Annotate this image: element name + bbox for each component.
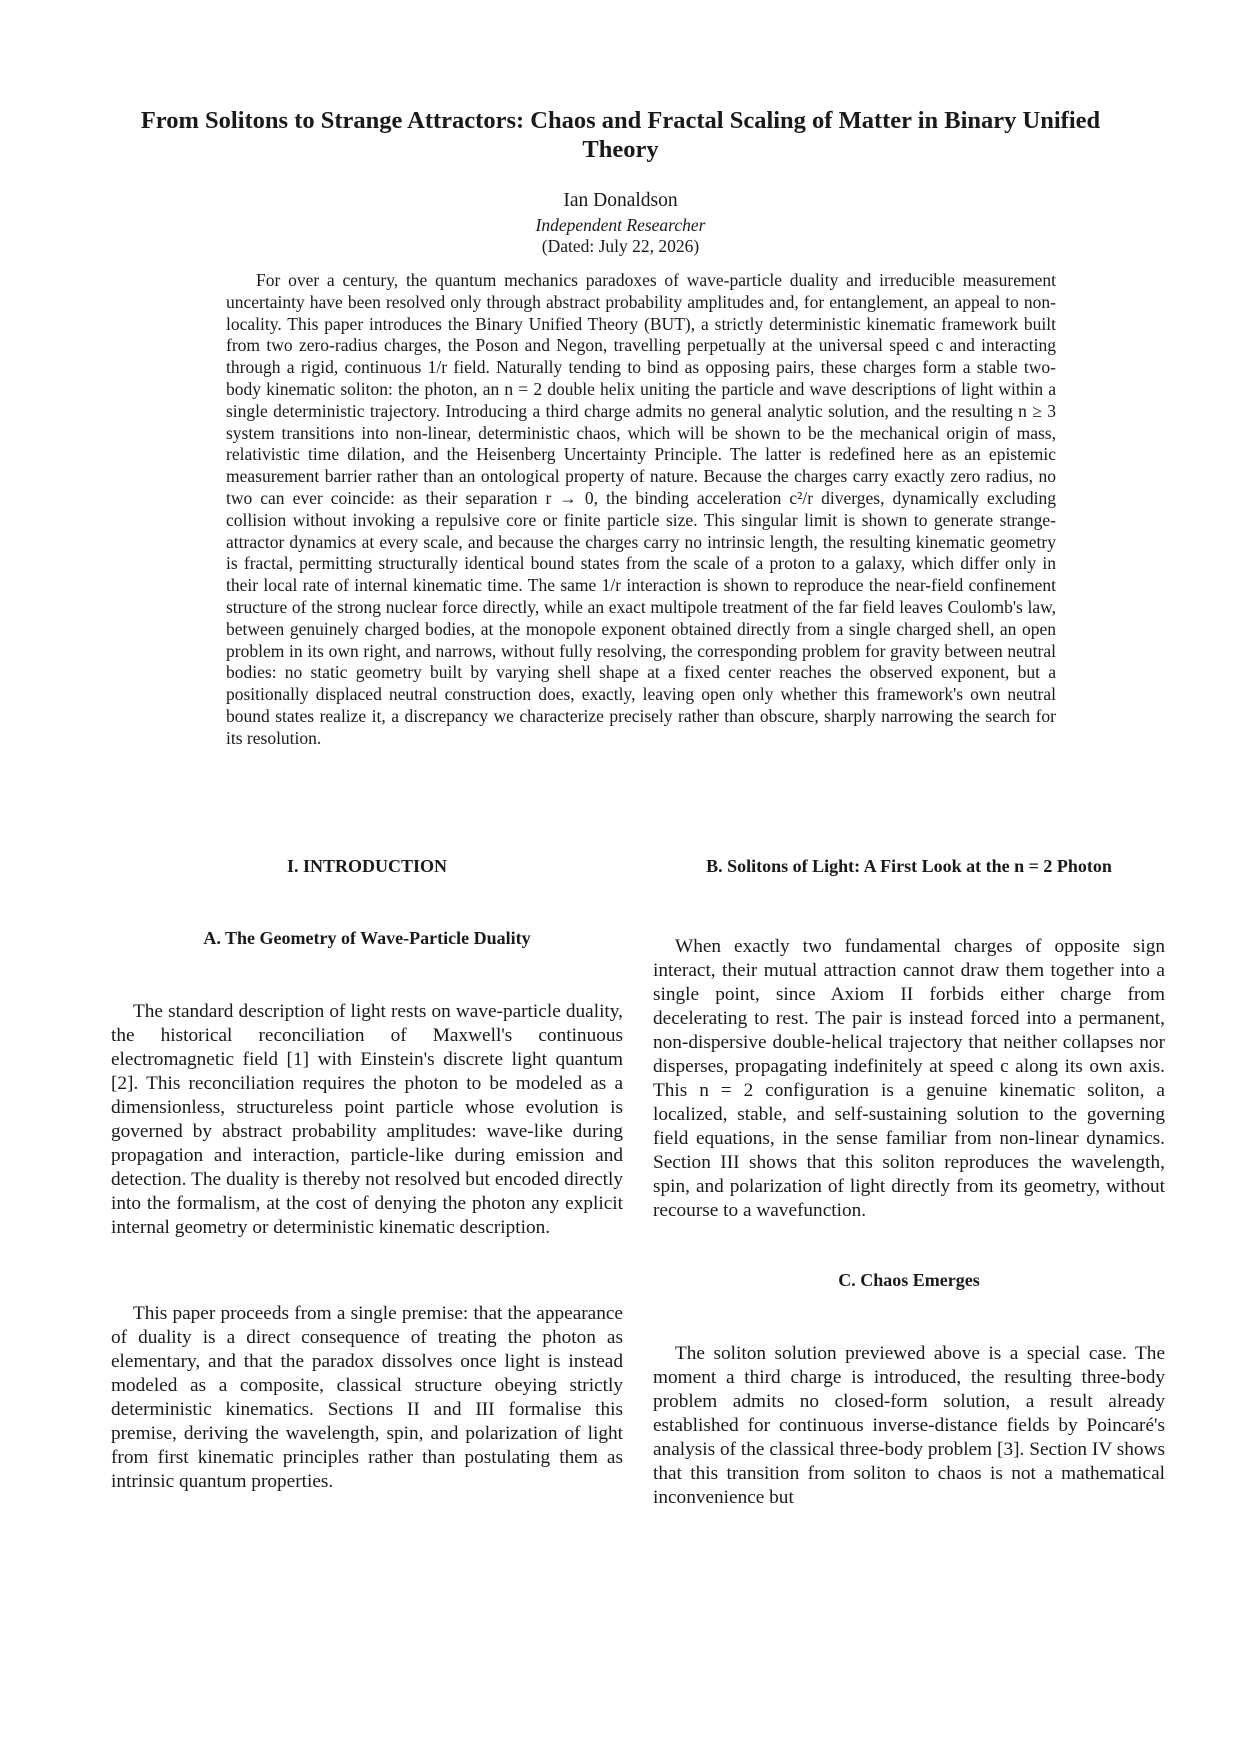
section-heading-introduction: I. INTRODUCTION: [286, 856, 448, 876]
paragraph-a-1: The standard description of light rests on wave-particle duality, the historical reconciliation of Maxwell's continuous electromagnetic field [1] with Einstein's discrete light quantum [2]. This reconciliation requires the photon to be modeled as a dimensionless, structureless point particle whose evolution is governed by abstract probability amplitudes: wave-like during propagation and interaction, particle-like during emission and detection. The duality is thereby not resolved but encoded directly into the formalism, at the cost of denying the photon any explicit internal geometry or deterministic kinematic description.: [111, 1001, 623, 1238]
author-name: Ian Donaldson: [563, 190, 678, 211]
subsection-heading-a: A. The Geometry of Wave-Particle Duality: [203, 928, 531, 948]
author-affiliation: Independent Researcher: [535, 215, 706, 235]
paragraph-b-1: When exactly two fundamental charges of opposite sign interact, their mutual attraction cannot draw them together into a single point, since Axiom II forbids either charge from decelerating to rest. The pair is instead forced into a permanent, non-dispersive double-helical trajectory that neither collapses nor disperses, propagating indefinitely at speed c along its own axis. This n = 2 configuration is a genuine kinematic soliton, a localized, stable, and self-sustaining solution to the governing field equations, in the sense familiar from non-linear dynamics. Section III shows that this soliton reproduces the wavelength, spin, and polarization of light directly from its geometry, without recourse to a wavefunction.: [653, 936, 1165, 1221]
paper-title: From Solitons to Strange Attractors: Chaos and Fractal Scaling of Matter in Binary Unified Theory: [140, 107, 1101, 163]
subsection-heading-c: C. Chaos Emerges: [838, 1270, 980, 1290]
paragraph-a-2: This paper proceeds from a single premise: that the appearance of duality is a direct consequence of treating the photon as elementary, and that the paradox dissolves once light is instead modeled as a composite, classical structure obeying strictly deterministic kinematics. Sections II and III formalise this premise, deriving the wavelength, spin, and polarization of light from first kinematic principles rather than postulating them as intrinsic quantum properties.: [111, 1303, 623, 1492]
abstract: For over a century, the quantum mechanics paradoxes of wave-particle duality and irreducible measurement uncertainty have been resolved only through abstract probability amplitudes and, for entanglement, an appeal to non-locality. This paper introduces the Binary Unified Theory (BUT), a strictly deterministic kinematic framework built from two zero-radius charges, the Poson and Negon, travelling perpetually at the universal speed c and interacting through a rigid, continuous 1/r field. Naturally tending to bind as opposing pairs, these charges form a stable two-body kinematic soliton: the photon, an n = 2 double helix uniting the particle and wave descriptions of light within a single deterministic trajectory. Introducing a third charge admits no general analytic solution, and the resulting n ≥ 3 system transitions into non-linear, deterministic chaos, which will be shown to be the mechanical origin of mass, relativistic time dilation, and the Heisenberg Uncertainty Principle. The latter is redefined here as an epistemic measurement barrier rather than an ontological property of nature. Because the charges carry exactly zero radius, no two can ever coincide: as their separation r → 0, the binding acceleration c²/r diverges, dynamically excluding collision without invoking a repulsive core or finite particle size. This singular limit is shown to generate strange-attractor dynamics at every scale, and because the charges carry no intrinsic length, the resulting kinematic geometry is fractal, permitting structurally identical bound states from the scale of a proton to a galaxy, which differ only in their local rate of internal kinematic time. The same 1/r interaction is shown to reproduce the near-field confinement structure of the strong nuclear force directly, while an exact multipole treatment of the far field leaves Coulomb's law, between genuinely charged bodies, at the monopole exponent obtained directly from a single charged shell, an open problem in its own right, and narrows, without fully resolving, the corresponding problem for gravity between neutral bodies: no static geometry built by varying shell shape at a fixed center reaches the observed exponent, but a positionally displaced neutral construction does, exactly, leaving open only whether this framework's own neutral bound states realize it, a discrepancy we characterize precisely rather than obscure, sharply narrowing the search for its resolution.: [226, 270, 1056, 748]
subsection-heading-b: B. Solitons of Light: A First Look at the n = 2 Photon: [706, 856, 1112, 876]
dated-line: (Dated: July 22, 2026): [541, 236, 700, 256]
paragraph-c-1: The soliton solution previewed above is a special case. The moment a third charge is introduced, the resulting three-body problem admits no closed-form solution, a result already established for continuous inverse-distance fields by Poincaré's analysis of the classical three-body problem [3]. Section IV shows that this transition from soliton to chaos is not a mathematical inconvenience but: [653, 1343, 1165, 1508]
